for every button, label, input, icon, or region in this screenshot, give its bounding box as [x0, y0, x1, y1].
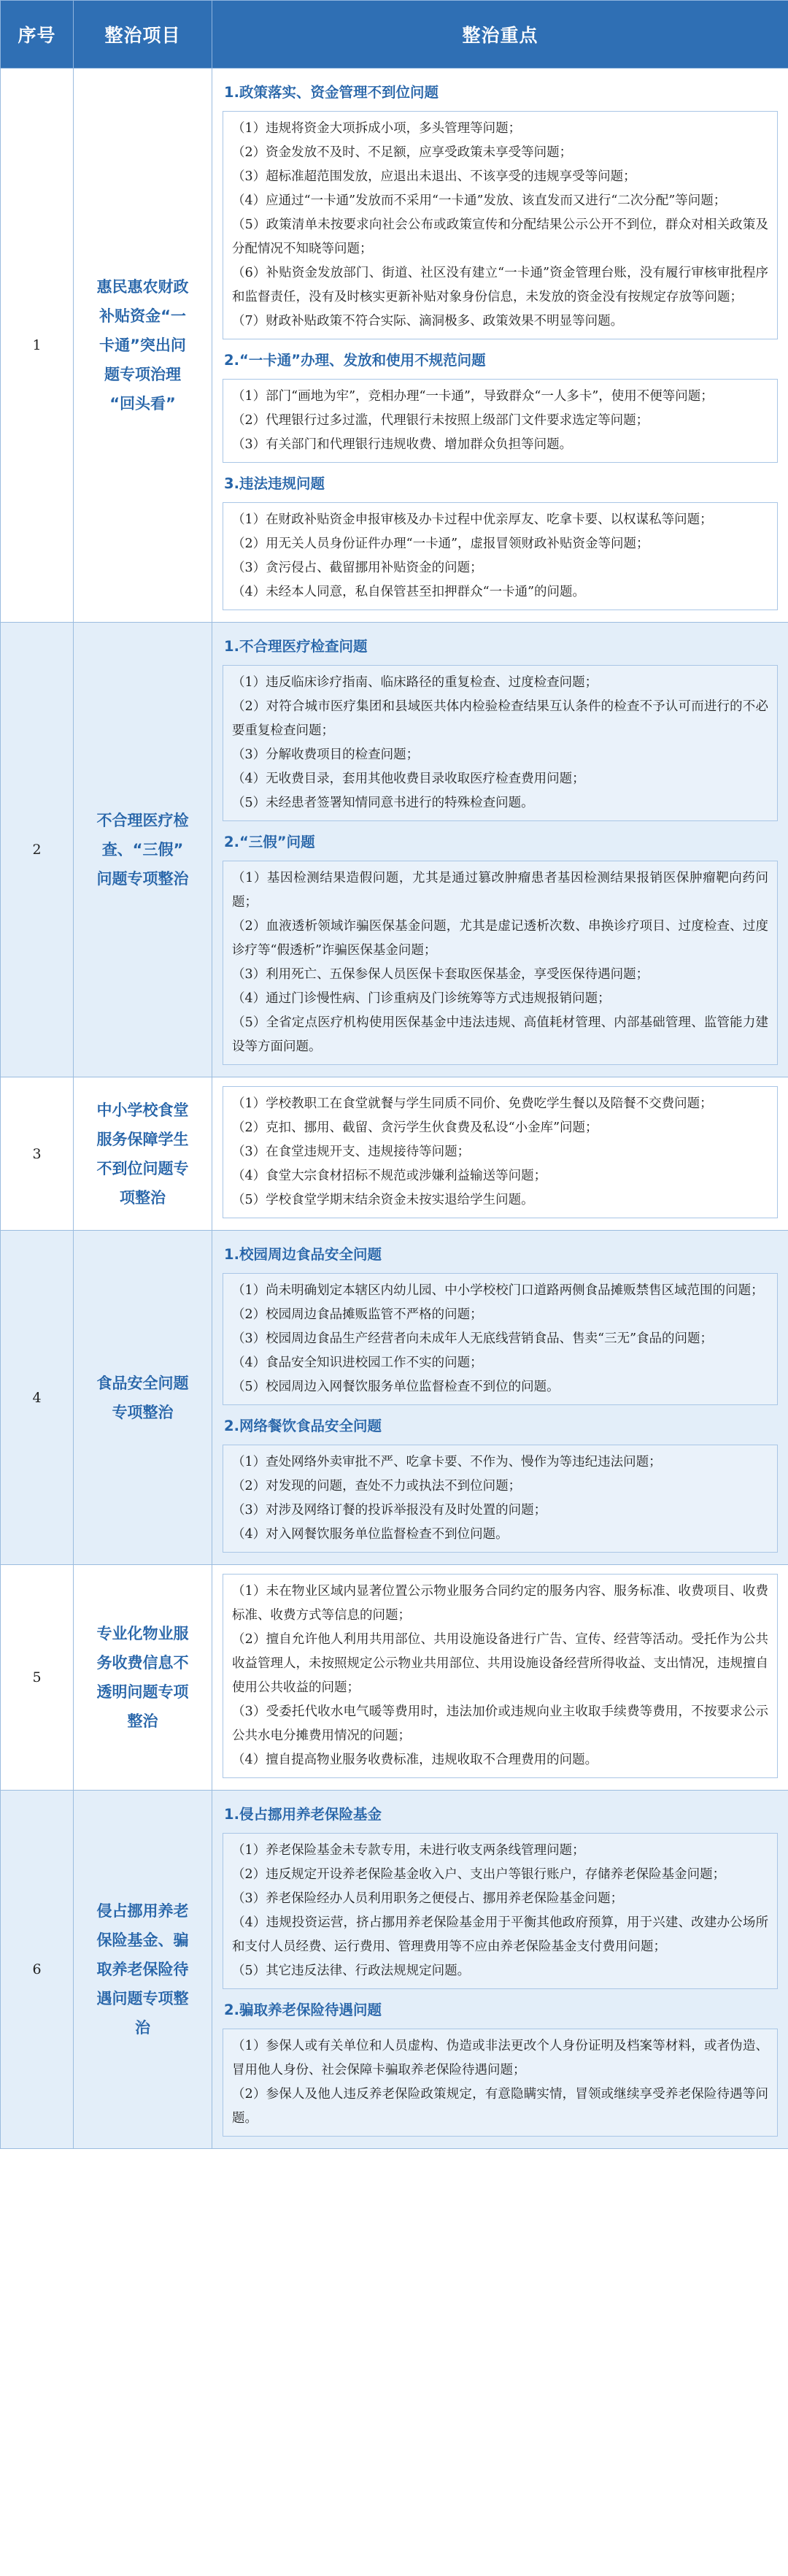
- section-title: 1.政策落实、资金管理不到位问题: [224, 84, 439, 101]
- row-focus-content: [212, 1791, 788, 2149]
- row-item-name: [74, 69, 212, 623]
- focus-item: （4）未经本人同意，私自保管甚至扣押群众“一卡通”的问题。: [232, 585, 586, 599]
- item-name-line: 查、“三假”: [101, 841, 184, 858]
- item-name-line: 不到位问题专: [96, 1159, 189, 1177]
- focus-item: （2）用无关人员身份证件办理“一卡通”，虚报冒领财政补贴资金等问题；: [232, 537, 649, 551]
- item-name-line: 惠民惠农财政: [96, 278, 189, 296]
- item-name-line: 不合理医疗检: [96, 812, 189, 829]
- focus-item: （3）养老保险经办人员利用职务之便侵占、挪用养老保险基金问题；: [232, 1891, 624, 1906]
- item-name-line: 整治: [127, 1712, 158, 1730]
- focus-item: （2）对发现的问题，查处不力或执法不到位问题；: [232, 1479, 522, 1493]
- row-serial-number: 3: [1, 1077, 74, 1231]
- table-body: [1, 69, 788, 2149]
- focus-item: （2）资金发放不及时、不足额，应享受政策未享受等问题；: [232, 145, 573, 160]
- focus-item: （3）有关部门和代理银行违规收费、增加群众负担等问题。: [232, 437, 573, 452]
- focus-item: （2）违反规定开设养老保险基金收入户、支出户等银行账户，存储养老保险基金问题；: [232, 1867, 726, 1882]
- row-item-name: [74, 623, 212, 1077]
- focus-item: （1）在财政补贴资金申报审核及办卡过程中优亲厚友、吃拿卡要、以权谋私等问题；: [232, 512, 713, 527]
- focus-item: （4）食品安全知识进校园工作不实的问题；: [232, 1356, 483, 1370]
- focus-item: （2）擅自允许他人利用共用部位、共用设施设备进行广告、宣传、经营等活动。受托作为公共收益管理人，未按照规定公示物业共用部位、共用设施设备经营所得收益、支出情况，违规擅自使用公共收益的问题；: [232, 1632, 768, 1695]
- row-serial-number: 1: [1, 69, 74, 623]
- item-name-line: 保险基金、骗: [96, 1931, 189, 1949]
- item-name-line: 侵占挪用养老: [96, 1902, 189, 1920]
- focus-item: （3）贪污侵占、截留挪用补贴资金的问题；: [232, 561, 483, 575]
- focus-item: （2）克扣、挪用、截留、贪污学生伙食费及私设“小金库”问题；: [232, 1120, 598, 1135]
- row-item-name: [74, 1077, 212, 1231]
- focus-item: （5）其它违反法律、行政法规规定问题。: [232, 1964, 471, 1978]
- focus-item: （5）未经患者签署知情同意书进行的特殊检查问题。: [232, 796, 534, 810]
- row-serial-number: 6: [1, 1791, 74, 2149]
- item-name-line: 务收费信息不: [96, 1654, 189, 1672]
- row-item-name: [74, 1791, 212, 2149]
- focus-item: （4）无收费目录，套用其他收费目录收取医疗检查费用问题；: [232, 772, 585, 786]
- section-items-box: [223, 861, 778, 1065]
- item-name-line: 卡通”突出问: [99, 337, 186, 354]
- focus-item: （3）校园周边食品生产经营者向未成年人无底线营销食品、售卖“三无”食品的问题；: [232, 1331, 714, 1346]
- focus-item: （4）擅自提高物业服务收费标准，违规收取不合理费用的问题。: [232, 1753, 598, 1767]
- focus-item: （3）分解收费项目的检查问题；: [232, 747, 420, 762]
- focus-item: （1）部门“画地为牢”，竞相办理“一卡通”，导致群众“一人多卡”，使用不便等问题；: [232, 389, 714, 404]
- section-title: 3.违法违规问题: [224, 475, 325, 492]
- focus-item: （2）对符合城市医疗集团和县域医共体内检验检查结果互认条件的检查不予认可而进行的不必要重复检查问题；: [232, 699, 768, 738]
- table-row: [1, 1077, 788, 1231]
- item-name-line: 题专项治理: [104, 366, 181, 383]
- focus-item: （4）应通过“一卡通”发放而不采用“一卡通”发放、该直发而又进行“二次分配”等问题；: [232, 193, 727, 208]
- table-row: [1, 1565, 788, 1791]
- row-focus-content: [212, 623, 788, 1077]
- focus-item: （1）查处网络外卖审批不严、吃拿卡要、不作为、慢作为等违纪违法问题；: [232, 1455, 662, 1469]
- item-name-line: 补贴资金“一: [99, 307, 186, 325]
- table-row: [1, 1231, 788, 1565]
- section-items-box: [223, 1086, 778, 1218]
- row-focus-content: [212, 1231, 788, 1565]
- section-items-box: [223, 1574, 778, 1778]
- focus-item: （4）食堂大宗食材招标不规范或涉嫌利益输送等问题；: [232, 1169, 547, 1183]
- focus-item: （2）代理银行过多过滥，代理银行未按照上级部门文件要求选定等问题；: [232, 413, 649, 428]
- section-items-box: [223, 1445, 778, 1553]
- focus-item: （3）超标准超范围发放，应退出未退出、不该享受的违规享受等问题；: [232, 169, 636, 184]
- focus-item: （1）违规将资金大项拆成小项，多头管理等问题；: [232, 121, 522, 136]
- row-focus-content: [212, 1077, 788, 1231]
- row-serial-number: 2: [1, 623, 74, 1077]
- focus-item: （1）养老保险基金未专款专用，未进行收支两条线管理问题；: [232, 1843, 585, 1858]
- focus-item: （1）基因检测结果造假问题，尤其是通过篡改肿瘤患者基因检测结果报销医保肿瘤靶向药问题；: [232, 871, 768, 910]
- row-item-name: [74, 1565, 212, 1791]
- item-name-line: 治: [135, 2019, 150, 2037]
- item-name-line: 专项整治: [112, 1403, 174, 1421]
- section-items-box: [223, 665, 778, 821]
- item-name-line: 问题专项整治: [96, 870, 189, 888]
- section-items-box: [223, 502, 778, 610]
- item-name-line: 中小学校食堂: [96, 1101, 189, 1119]
- row-serial-number: 5: [1, 1565, 74, 1791]
- focus-item: （5）学校食堂学期末结余资金未按实退给学生问题。: [232, 1193, 534, 1207]
- focus-item: （4）对入网餐饮服务单位监督检查不到位问题。: [232, 1527, 509, 1542]
- section-items-box: [223, 1833, 778, 1989]
- table-row: [1, 69, 788, 623]
- focus-item: （2）校园周边食品摊贩监管不严格的问题；: [232, 1307, 483, 1322]
- row-focus-content: [212, 69, 788, 623]
- item-name-line: 服务保障学生: [96, 1130, 189, 1148]
- row-item-name: [74, 1231, 212, 1565]
- header-serial-number: 序号: [1, 1, 74, 69]
- item-name-line: 透明问题专项: [96, 1683, 189, 1701]
- section-title: 2.“三假”问题: [224, 834, 315, 850]
- focus-item: （4）通过门诊慢性病、门诊重病及门诊统筹等方式违规报销问题；: [232, 991, 611, 1006]
- section-title: 1.侵占挪用养老保险基金: [224, 1806, 382, 1823]
- focus-item: （5）政策清单未按要求向社会公布或政策宣传和分配结果公示公开不到位，群众对相关政策及分配情况不知晓等问题；: [232, 218, 768, 256]
- focus-item: （5）全省定点医疗机构使用医保基金中违法违规、高值耗材管理、内部基础管理、监管能力建设等方面问题。: [232, 1015, 768, 1054]
- item-name-line: 取养老保险待: [96, 1961, 189, 1978]
- focus-item: （3）对涉及网络订餐的投诉举报没有及时处置的问题；: [232, 1503, 547, 1518]
- focus-item: （1）学校教职工在食堂就餐与学生同质不同价、免费吃学生餐以及陪餐不交费问题；: [232, 1096, 713, 1111]
- section-items-box: [223, 379, 778, 463]
- table-row: [1, 1791, 788, 2149]
- section-title: 2.“一卡通”办理、发放和使用不规范问题: [224, 352, 486, 369]
- focus-item: （1）违反临床诊疗指南、临床路径的重复检查、过度检查问题；: [232, 675, 598, 690]
- section-items-box: [223, 1273, 778, 1405]
- focus-item: （7）财政补贴政策不符合实际、滴洞极多、政策效果不明显等问题。: [232, 314, 624, 328]
- section-items-box: [223, 111, 778, 339]
- item-name-line: 项整治: [120, 1188, 166, 1207]
- section-title: 2.骗取养老保险待遇问题: [224, 2002, 382, 2018]
- item-name-line: 食品安全问题: [96, 1374, 189, 1392]
- focus-item: （3）在食堂违规开支、违规接待等问题；: [232, 1145, 471, 1159]
- focus-item: （2）血液透析领域诈骗医保基金问题，尤其是虚记透析次数、串换诊疗项目、过度检查、过度诊疗等“假透析”诈骗医保基金问题；: [232, 919, 768, 958]
- focus-item: （4）违规投资运营，挤占挪用养老保险基金用于平衡其他政府预算，用于兴建、改建办公场所和支付人员经费、运行费用、管理费用等不应由养老保险基金支付费用问题；: [232, 1915, 768, 1954]
- focus-item: （3）利用死亡、五保参保人员医保卡套取医保基金，享受医保待遇问题；: [232, 967, 649, 982]
- header-rectification-item: 整治项目: [74, 1, 212, 69]
- item-name-line: 遇问题专项整: [96, 1990, 189, 2007]
- table-header-row: [1, 1, 788, 69]
- row-serial-number: 4: [1, 1231, 74, 1565]
- focus-item: （1）未在物业区域内显著位置公示物业服务合同约定的服务内容、服务标准、收费项目、收费标准、收费方式等信息的问题；: [232, 1584, 768, 1623]
- section-title: 1.校园周边食品安全问题: [224, 1246, 382, 1263]
- section-title: 1.不合理医疗检查问题: [224, 638, 368, 655]
- focus-item: （6）补贴资金发放部门、街道、社区没有建立“一卡通”资金管理台账，没有履行审核审批程序和监督责任，没有及时核实更新补贴对象身份信息，未发放的资金没有按规定存放等问题；: [232, 266, 768, 304]
- row-focus-content: [212, 1565, 788, 1791]
- focus-item: （1）参保人或有关单位和人员虚构、伪造或非法更改个人身份证明及档案等材料，或者伪造、冒用他人身份、社会保障卡骗取养老保险待遇问题；: [232, 2039, 768, 2077]
- focus-item: （5）校园周边入网餐饮服务单位监督检查不到位的问题。: [232, 1380, 560, 1394]
- section-title: 2.网络餐饮食品安全问题: [224, 1418, 382, 1434]
- item-name-line: 专业化物业服: [96, 1625, 189, 1642]
- table-row: [1, 623, 788, 1077]
- header-rectification-focus: 整治重点: [212, 1, 788, 69]
- section-items-box: [223, 2029, 778, 2137]
- focus-item: （1）尚未明确划定本辖区内幼儿园、中小学校校门口道路两侧食品摊贩禁售区域范围的问题；: [232, 1283, 764, 1298]
- item-name-line: “回头看”: [109, 395, 176, 412]
- focus-item: （2）参保人及他人违反养老保险政策规定，有意隐瞒实情，冒领或继续享受养老保险待遇等问题。: [232, 2087, 768, 2126]
- focus-item: （3）受委托代收水电气暖等费用时，违法加价或违规向业主收取手续费等费用，不按要求公示公共水电分摊费用情况的问题；: [232, 1704, 768, 1743]
